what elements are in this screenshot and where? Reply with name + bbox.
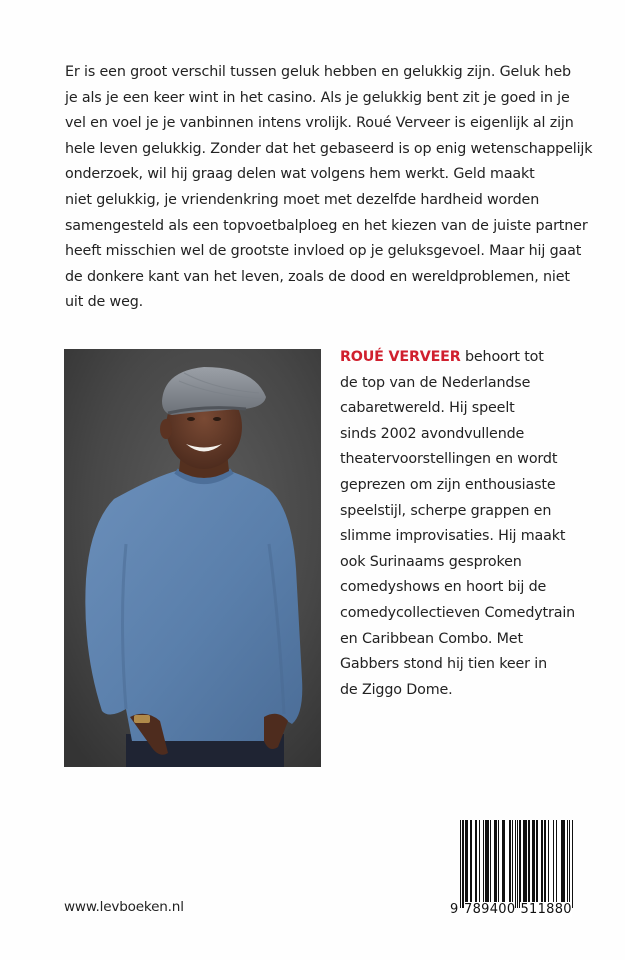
blurb-line: je als je een keer wint in het casino. Als je gelukkig bent zit je goed in je (65, 89, 570, 106)
blurb-line: vel en voel je je vanbinnen intens vrolijk. Roué Verveer is eigenlijk al zijn (65, 115, 574, 132)
bio-line: ook Surinaams gesproken (340, 553, 522, 570)
author-photo (64, 349, 321, 767)
blurb-line: hele leven gelukkig. Zonder dat het gebaseerd is op enig wetenschappelijk (65, 140, 593, 157)
blurb-line: de donkere kant van het leven, zoals de dood en wereldproblemen, niet (65, 268, 570, 285)
blurb-line: niet gelukkig, je vriendenkring moet met dezelfde hardheid worden (65, 191, 540, 208)
blurb-line: heeft misschien wel de grootste invloed op je geluksgevoel. Maar hij gaat (65, 243, 582, 260)
blurb-line: Er is een groot verschil tussen geluk hebben en gelukkig zijn. Geluk heb (65, 64, 571, 80)
bio-line: sinds 2002 avondvullende (340, 425, 525, 442)
bio-line: de Ziggo Dome. (340, 681, 453, 698)
blurb-line: onderzoek, wil hij graag delen wat volgens hem werkt. Geld maakt (65, 166, 535, 183)
isbn-barcode (450, 818, 578, 918)
barcode-lead-digit: 9 (450, 902, 459, 917)
bio-line: theatervoorstellingen en wordt (340, 451, 558, 468)
bio-first-line (340, 345, 600, 371)
bio-line: speelstijl, scherpe grappen en (340, 502, 552, 519)
blurb-line: uit de weg. (65, 294, 144, 311)
bio-line: en Caribbean Combo. Met (340, 630, 523, 647)
author-portrait-illustration (64, 349, 321, 767)
blurb-line: samengesteld als een topvoetbalploeg en het kiezen van de juiste partner (65, 217, 588, 234)
bio-line: cabaretwereld. Hij speelt (340, 400, 515, 417)
barcode-digit-group-2: 511880 (520, 902, 572, 917)
publisher-website-link[interactable]: www.levboeken.nl (64, 899, 184, 915)
author-name: ROUÉ VERVEER (340, 349, 461, 365)
author-bio (340, 345, 600, 703)
barcode-digits (450, 902, 578, 917)
barcode-digit-group-1: 789400 (464, 902, 516, 917)
barcode-bars (460, 820, 573, 908)
bio-line: comedyshows en hoort bij de (340, 579, 547, 596)
bio-line: geprezen om zijn enthousiaste (340, 476, 556, 493)
bio-line: comedycollectieven Comedytrain (340, 604, 576, 621)
bio-line: Gabbers stond hij tien keer in (340, 656, 547, 673)
bio-line: slimme improvisaties. Hij maakt (340, 528, 566, 545)
bio-line: de top van de Nederlandse (340, 374, 531, 391)
bio-first-line-text: behoort tot (460, 349, 544, 365)
blurb-paragraph (65, 60, 593, 316)
